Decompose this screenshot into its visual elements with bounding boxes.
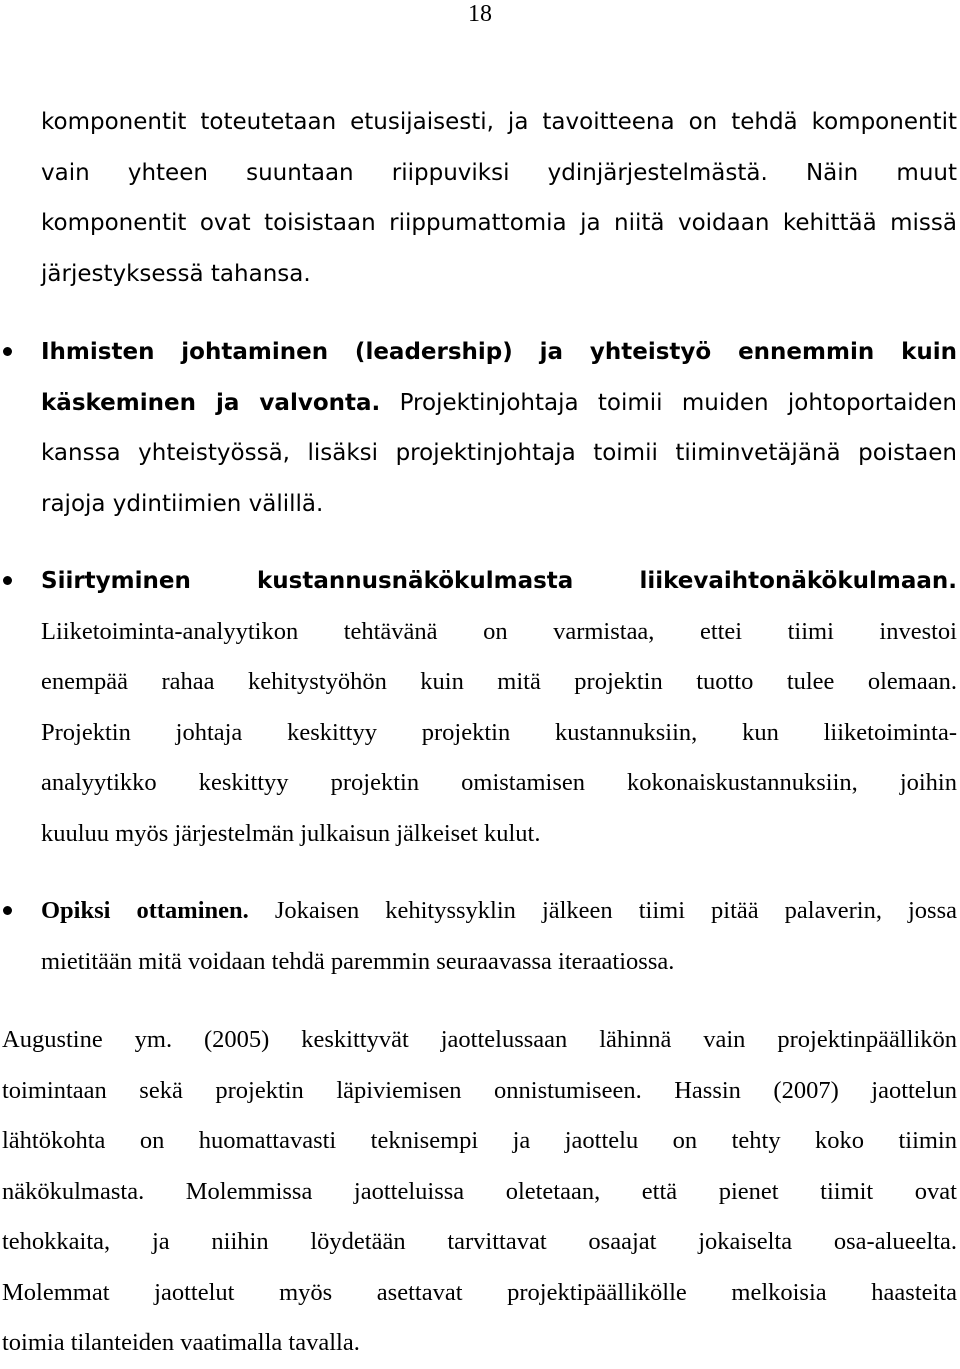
intro-line: vain yhteen suuntaan riippuviksi ydinjärjestelmästä. Näin muut (41, 159, 957, 186)
bullet-item-learning (41, 886, 957, 987)
bullet-line: Projektin johtaja keskittyy projektin kustannuksiin, kun liiketoiminta- (41, 718, 957, 746)
bullet-icon (3, 906, 12, 915)
closing-line: toimintaan sekä projektin läpiviemisen onnistumiseen. Hassin (2007) jaottelun (2, 1076, 957, 1104)
intro-line: komponentit toteutetaan etusijaisesti, ja tavoitteena on tehdä komponentit (41, 109, 957, 135)
bullet-line: enempää rahaa kehitystyöhön kuin mitä projektin tuotto tulee olemaan. (41, 668, 957, 695)
closing-line: tehokkaita, ja niihin löydetään tarvittavat osaajat jokaiselta osa-alueelta. (2, 1228, 957, 1255)
closing-line: näkökulmasta. Molemmissa jaotteluissa oletetaan, että pienet tiimit ovat (2, 1177, 957, 1205)
bullet-line (41, 886, 957, 937)
bullet-heading: käskeminen ja valvonta. (41, 389, 381, 416)
bullet-heading: Opiksi ottaminen. (41, 897, 249, 924)
bullet-line: Liiketoiminta-analyytikon tehtävänä on varmistaa, ettei tiimi investoi (41, 617, 957, 645)
closing-line: Molemmat jaottelut myös asettavat projektipäällikölle melkoisia haasteita (2, 1278, 957, 1306)
closing-line: toimia tilanteiden vaatimalla tavalla. (2, 1329, 360, 1356)
bullet-icon (3, 576, 12, 585)
closing-line: Augustine ym. (2005) keskittyvät jaottelussaan lähinnä vain projektinpäällikön (2, 1026, 957, 1053)
intro-line: komponentit ovat toisistaan riippumattomia ja niitä voidaan kehittää missä (41, 210, 957, 236)
page-number: 18 (468, 1, 492, 27)
bullet-heading: Ihmisten johtaminen (leadership) ja yhteistyö ennemmin kuin (41, 339, 957, 365)
bullet-item-cost-perspective (41, 556, 957, 859)
bullet-heading: Siirtyminen kustannusnäkökulmasta liikevaihtonäkökulmaan. (41, 568, 957, 594)
closing-paragraph (2, 1015, 957, 1369)
intro-paragraph (41, 97, 957, 299)
bullet-text: Projektinjohtaja toimii muiden johtoportaiden (380, 389, 958, 416)
bullet-icon (3, 347, 12, 356)
bullet-text: Jokaisen kehityssyklin jälkeen tiimi pitää palaverin, jossa (248, 897, 957, 924)
bullet-line: kanssa yhteistyössä, lisäksi projektinjohtaja toimii tiiminvetäjänä poistaen (41, 440, 957, 466)
bullet-item-leadership (41, 327, 957, 529)
closing-line: lähtökohta on huomattavasti teknisempi ja jaottelu on tehty koko tiimin (2, 1127, 957, 1154)
intro-line: järjestyksessä tahansa. (41, 260, 311, 287)
bullet-line: kuuluu myös järjestelmän julkaisun jälkeiset kulut. (41, 819, 541, 847)
bullet-line: rajoja ydintiimien välillä. (41, 490, 324, 517)
bullet-line (41, 378, 957, 429)
bullet-line: mietitään mitä voidaan tehdä paremmin seuraavassa iteraatiossa. (41, 947, 675, 975)
bullet-line: analyytikko keskittyy projektin omistamisen kokonaiskustannuksiin, joihin (41, 769, 957, 796)
